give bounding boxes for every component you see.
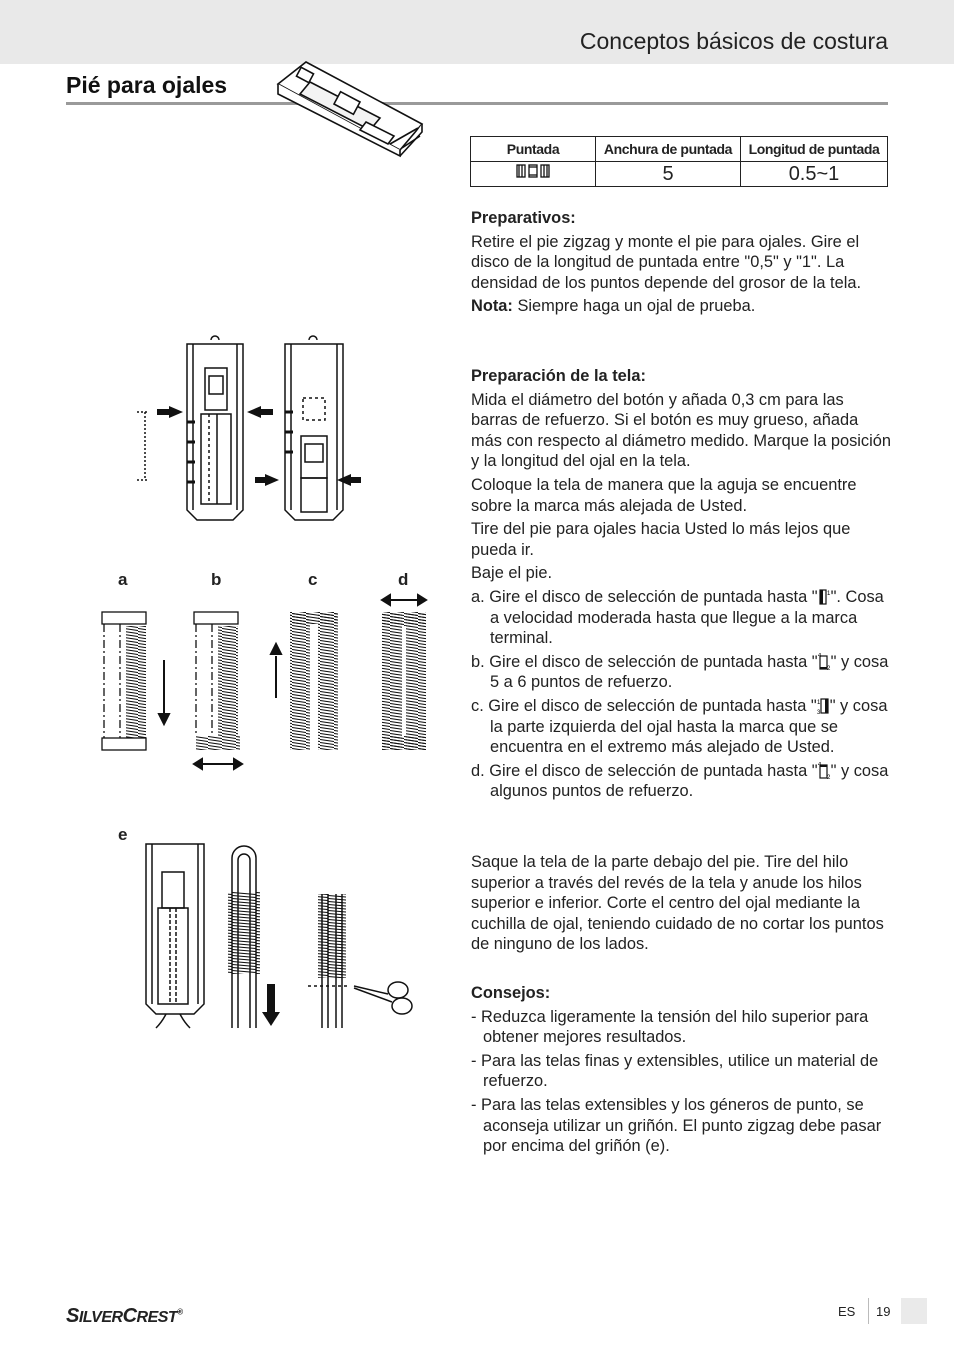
page-number: 19 [876,1304,891,1319]
stitch-pattern-icons [471,162,596,187]
language-code: ES [838,1304,856,1319]
buttonhole-foot-illustration [270,56,430,158]
buttonhole-foot-front-views [125,332,365,524]
svg-text:2: 2 [826,665,830,671]
title-rule [66,102,888,105]
figure-label-e: e [118,825,128,844]
tips-section [471,983,891,1157]
logo-registered: ® [177,1307,183,1317]
finishing-section [471,852,891,955]
fabric-paragraph-4: Baje el pie. [471,564,553,583]
tip-item: - Para las telas extensibles y los géneros de punto, se aconseja utilizar un griñón. El punto zigzag debe pasar por encima del griñón (e). [471,1095,882,1156]
preparation-text: Retire el pie zigzag y monte el pie para ojales. Gire el disco de la longitud de puntada entre "0,5" y "1". La densidad de los puntos depende del grosor de la tela. [471,232,862,292]
footer-tab [901,1298,927,1324]
tips-heading: Consejos: [471,984,551,1002]
stitch-c-icon [817,697,830,715]
fabric-paragraph-3: Tire del pie para ojales hacia Usted lo más lejos que pueda ir. [471,520,851,559]
table-header-length: Longitud de puntada [741,137,888,162]
stitch-settings-table [470,136,888,187]
stitch-a-icon [818,588,831,606]
footer-separator [868,1298,869,1324]
step-c-post: " y cosa la parte izquierda del ojal hasta la marca que se encuentra en el extremo más alejado de Usted. [490,696,888,757]
stitch-width-value: 5 [596,162,741,187]
step-c [471,696,891,758]
figure-label-c: c [308,570,318,589]
table-header-width: Anchura de puntada [596,137,741,162]
stitch-b-icon [818,653,831,671]
stitch-d-icon [818,762,831,780]
step-d-pre: d. Gire el disco de selección de puntada hasta " [471,761,818,780]
svg-text:1: 1 [826,590,830,597]
svg-text:3: 3 [816,709,821,715]
stitch-length-value: 0.5~1 [741,162,888,187]
step-a-post: ". Cosa a velocidad moderada hasta que llegue a la marca terminal. [490,587,884,648]
preparation-section [471,208,891,317]
step-d [471,761,891,802]
step-b-post: " y cosa 5 a 6 puntos de refuerzo. [490,652,889,692]
figure-label-b: b [211,570,222,589]
buttonhole-stitch-icon [515,162,551,180]
step-c-pre: c. Gire el disco de selección de puntada hasta " [471,696,817,715]
preparation-note [471,296,891,317]
note-text: Siempre haga un ojal de prueba. [512,297,756,316]
step-a [471,587,891,649]
buttonhole-cord-and-cutting-illustration [136,832,416,1032]
buttonhole-steps-illustration [96,586,436,772]
figure-label-a: a [118,570,128,589]
fabric-paragraph-2: Coloque la tela de manera que la aguja se encuentre sobre la marca más alejada de Usted. [471,475,857,515]
svg-text:2: 2 [826,774,830,780]
fabric-heading: Preparación de la tela: [471,367,646,385]
step-b [471,652,891,693]
section-title: Pié para ojales [66,72,228,98]
finishing-text: Saque la tela de la parte debajo del pie. Tire del hilo superior a través del revés de la tela y anude los hilos superior e inferior. Corte el centro del ojal mediante la cuchilla de ojal, teniendo cuidado de no cortar los puntos de ninguno de los lados. [471,853,884,954]
preparation-heading: Preparativos: [471,209,576,227]
logo-rest: REST [136,1309,178,1326]
logo-ilver: ILVER [78,1309,123,1326]
svg-text:4: 4 [817,761,821,768]
tip-item: - Para las telas finas y extensibles, utilice un material de refuerzo. [471,1051,879,1091]
figure-label-d: d [398,570,409,589]
svg-text:1: 1 [816,699,821,706]
logo-c: C [122,1305,137,1327]
svg-text:4: 4 [817,652,821,659]
note-label: Nota: [471,297,513,316]
fabric-paragraph-1: Mida el diámetro del botón y añada 0,3 cm para las barras de refuerzo. Si el botón es muy grueso, añada más con respecto al diámetro medido. Marque la posición y la longitud del ojal en la tela. [471,390,891,471]
silvercrest-logo [66,1305,183,1328]
table-header-stitch: Puntada [471,137,596,162]
logo-s: S [66,1305,79,1327]
fabric-preparation-section [471,366,891,802]
page-header-title: Conceptos básicos de costura [579,28,888,54]
step-d-post: " y cosa algunos puntos de refuerzo. [490,761,889,801]
step-a-pre: a. Gire el disco de selección de puntada hasta " [471,587,818,606]
tip-item: - Reduzca ligeramente la tensión del hilo superior para obtener mejores resultados. [471,1007,869,1047]
step-b-pre: b. Gire el disco de selección de puntada hasta " [471,652,818,671]
